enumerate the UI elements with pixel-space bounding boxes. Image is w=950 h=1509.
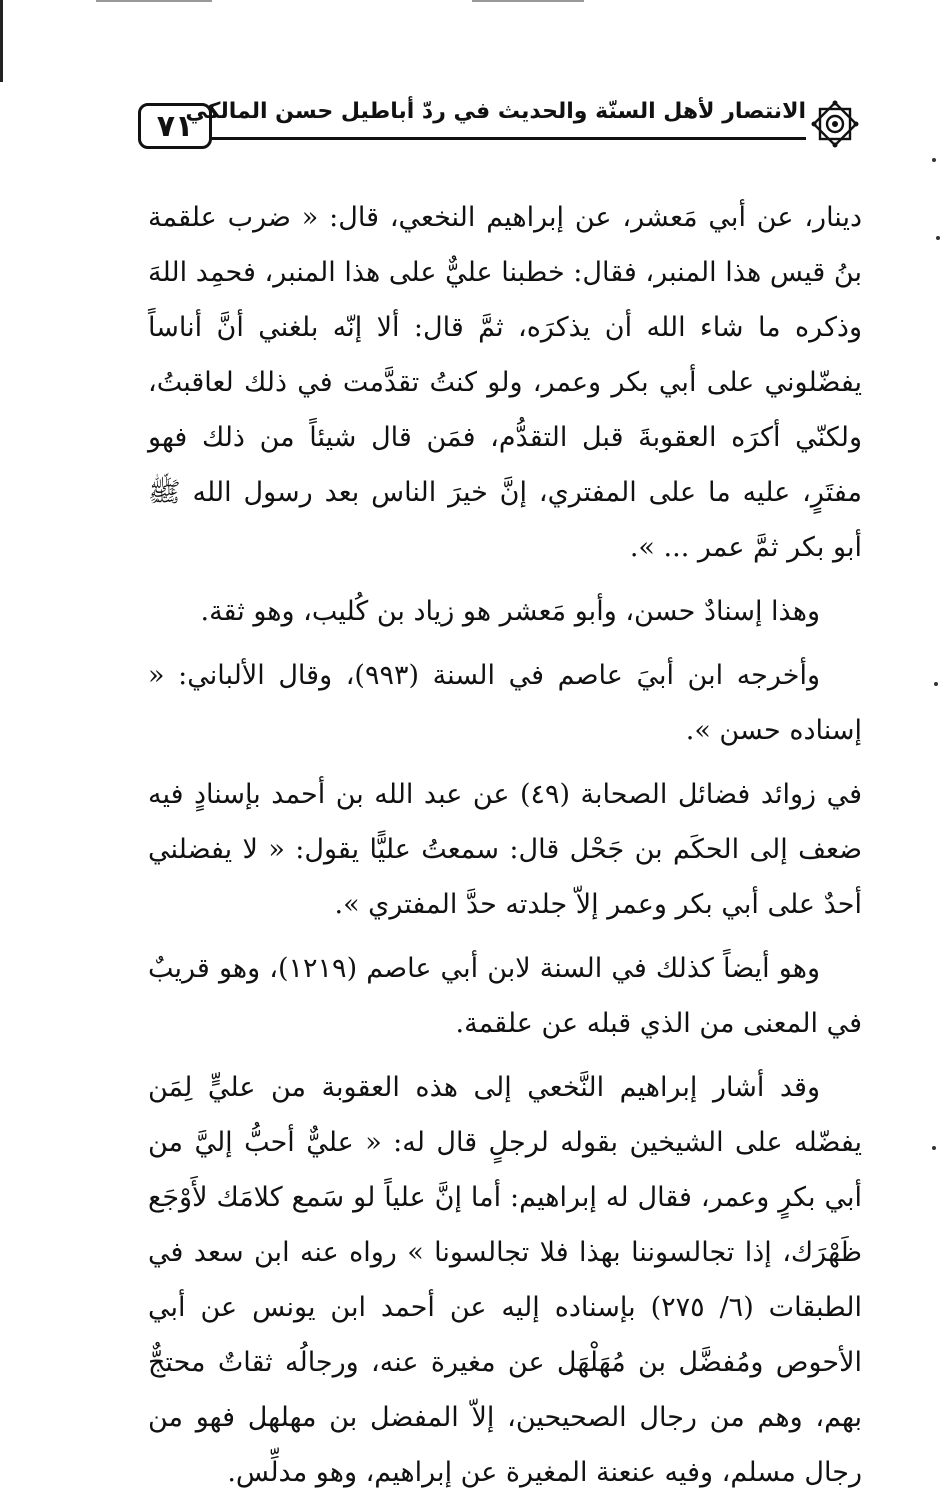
scan-speck xyxy=(932,158,936,162)
page-number: ٧١ xyxy=(138,103,212,149)
header-rule xyxy=(212,137,806,140)
scan-speck xyxy=(932,1146,936,1150)
page-header xyxy=(138,95,862,161)
star-ornament-icon xyxy=(808,97,862,151)
scan-speck xyxy=(936,236,940,240)
page-body xyxy=(148,190,862,1509)
paragraph: دينار، عن أبي مَعشر، عن إبراهيم النخعي، قال: « ضرب علقمة بنُ قيس هذا المنبر، فقال: خطبنا عليٌّ على هذا المنبر، فحمِد اللهَ وذكره ما شاء الله أن يذكرَه، ثمَّ قال: ألا إنّه بلغني أنَّ أناساً يفضّلوني على أبي بكر وعمر، ولو كنتُ تقدَّمت في ذلك لعاقبتُ، ولكنّي أكرَه العقوبةَ قبل التقدُّم، فمَن قال شيئاً من ذلك فهو مفتَرٍ، عليه ما على المفتري، إنَّ خيرَ الناس بعد رسول الله ﷺ أبو بكر ثمَّ عمر ... ». xyxy=(148,202,862,563)
scan-edge-left xyxy=(0,0,3,82)
paragraph: وقد أشار إبراهيم النَّخعي إلى هذه العقوبة من عليٍّ لِمَن يفضّله على الشيخين بقوله لرجلٍ قال له: « عليٌّ أحبُّ إليَّ من أبي بكرٍ وعمر، فقال له إبراهيم: أما إنَّ علياً لو سَمع كلامَك لأَوْجَع ظَهْرَك، إذا تجالسوننا بهذا فلا تجالسونا » رواه عنه ابن سعد في الطبقات (٦/ ٢٧٥) بإسناده إليه عن أحمد ابن يونس عن أبي الأحوص ومُفضَّل بن مُهَلْهَل عن مغيرة عنه، ورجالُه ثقاتٌ محتجٌّ بهم، وهم من رجال الصحيحين، إلاّ المفضل بن مهلهل فهو من رجال مسلم، وفيه عنعنة المغيرة عن إبراهيم، وهو مدلِّس. xyxy=(148,1072,862,1488)
paragraph: وهو أيضاً كذلك في السنة لابن أبي عاصم (١٢١٩)، وهو قريبٌ في المعنى من الذي قبله عن علقمة. xyxy=(148,953,862,1039)
paragraph: في زوائد فضائل الصحابة (٤٩) عن عبد الله بن أحمد بإسنادٍ فيه ضعف إلى الحكَم بن جَحْل قال: سمعتُ عليًّا يقول: « لا يفضلني أحدٌ على أبي بكر وعمر إلاّ جلدته حدَّ المفتري ». xyxy=(148,779,862,920)
paragraph: وأخرجه ابن أبيَ عاصم في السنة (٩٩٣)، وقال الألباني: « إسناده حسن ». xyxy=(148,660,862,746)
scan-border-top-left xyxy=(96,0,212,2)
running-title: الانتصار لأهل السنّة والحديث في ردّ أباطيل حسن المالكي xyxy=(185,99,806,124)
paragraph: وهذا إسنادٌ حسن، وأبو مَعشر هو زياد بن كُليب، وهو ثقة. xyxy=(200,596,820,627)
scan-border-top-middle xyxy=(472,0,584,2)
scan-speck xyxy=(934,682,938,686)
